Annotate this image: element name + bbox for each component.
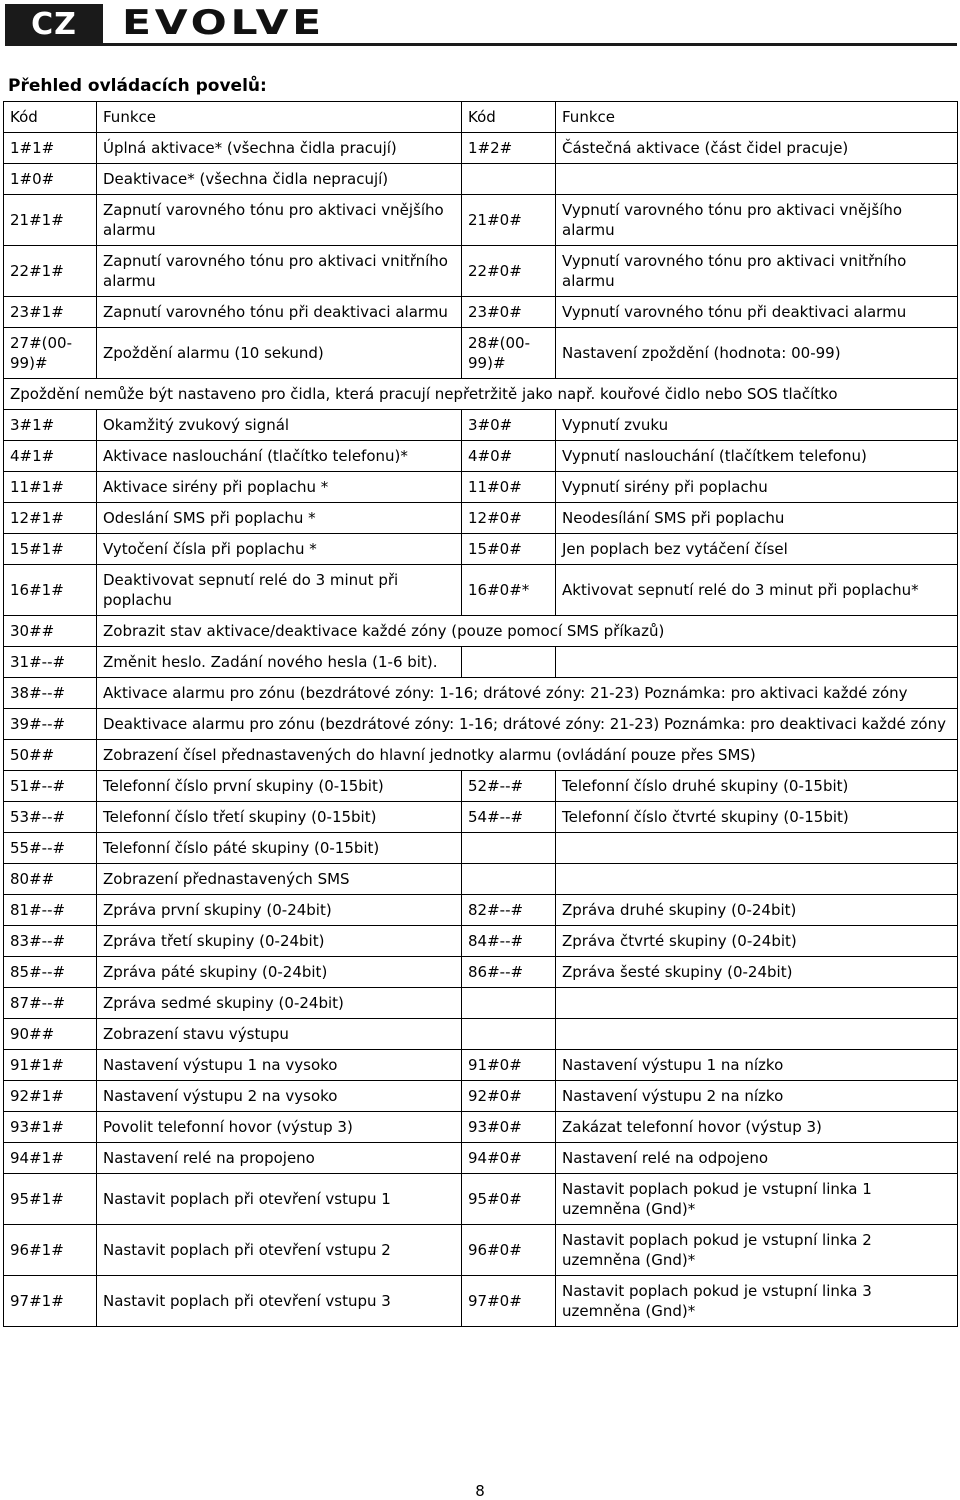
code-cell: 54#--#: [462, 802, 556, 833]
table-header-row: [4, 102, 958, 133]
code-cell: 94#1#: [4, 1143, 97, 1174]
function-cell: Nastavení relé na propojeno: [97, 1143, 462, 1174]
function-cell: Nastavení výstupu 1 na nízko: [556, 1050, 958, 1081]
function-cell: [556, 833, 958, 864]
code-cell: 91#0#: [462, 1050, 556, 1081]
code-cell: 97#1#: [4, 1276, 97, 1327]
function-cell: Zpoždění alarmu (10 sekund): [97, 328, 462, 379]
function-cell: Jen poplach bez vytáčení čísel: [556, 534, 958, 565]
code-cell: 82#--#: [462, 895, 556, 926]
code-cell: 15#1#: [4, 534, 97, 565]
code-cell: 22#1#: [4, 246, 97, 297]
header-code: Kód: [462, 102, 556, 133]
table-row: [4, 926, 958, 957]
function-cell: Nastavit poplach pokud je vstupní linka 2 uzemněna (Gnd)*: [556, 1225, 958, 1276]
function-cell: Nastavení výstupu 2 na vysoko: [97, 1081, 462, 1112]
function-cell: Telefonní číslo páté skupiny (0-15bit): [97, 833, 462, 864]
language-badge: CZ: [5, 4, 103, 46]
page-number: 8: [475, 1482, 485, 1500]
section-title: Přehled ovládacích povelů:: [8, 76, 267, 96]
code-cell: 31#--#: [4, 647, 97, 678]
function-cell: Nastavení relé na odpojeno: [556, 1143, 958, 1174]
function-cell: Nastavení výstupu 1 na vysoko: [97, 1050, 462, 1081]
function-cell: Změnit heslo. Zadání nového hesla (1-6 bit).: [97, 647, 462, 678]
note-cell: Zpoždění nemůže být nastaveno pro čidla, která pracují nepřetržitě jako např. kouřové čidlo nebo SOS tlačítko: [4, 379, 958, 410]
function-cell: Aktivovat sepnutí relé do 3 minut při poplachu*: [556, 565, 958, 616]
code-cell: 11#0#: [462, 472, 556, 503]
table-row: [4, 1174, 958, 1225]
table-row: [4, 1276, 958, 1327]
function-cell: Vypnutí zvuku: [556, 410, 958, 441]
table-row: [4, 1050, 958, 1081]
code-cell: 28#(00-99)#: [462, 328, 556, 379]
function-cell: Vypnutí varovného tónu pro aktivaci vnitřního alarmu: [556, 246, 958, 297]
function-cell: Deaktivovat sepnutí relé do 3 minut při poplachu: [97, 565, 462, 616]
table-row: [4, 988, 958, 1019]
function-cell: Nastavit poplach při otevření vstupu 1: [97, 1174, 462, 1225]
function-cell: Úplná aktivace* (všechna čidla pracují): [97, 133, 462, 164]
command-table: [3, 101, 958, 1327]
code-cell: 51#--#: [4, 771, 97, 802]
code-cell: 95#1#: [4, 1174, 97, 1225]
header-code: Kód: [4, 102, 97, 133]
function-cell: [556, 988, 958, 1019]
table-row: [4, 441, 958, 472]
function-cell: Telefonní číslo třetí skupiny (0-15bit): [97, 802, 462, 833]
code-cell: [462, 1019, 556, 1050]
command-table-body: [4, 102, 958, 1327]
table-row: [4, 771, 958, 802]
function-cell: Aktivace naslouchání (tlačítko telefonu)*: [97, 441, 462, 472]
function-cell: Zpráva šesté skupiny (0-24bit): [556, 957, 958, 988]
function-cell: Zpráva druhé skupiny (0-24bit): [556, 895, 958, 926]
code-cell: 11#1#: [4, 472, 97, 503]
function-cell: Okamžitý zvukový signál: [97, 410, 462, 441]
code-cell: 94#0#: [462, 1143, 556, 1174]
code-cell: 4#1#: [4, 441, 97, 472]
function-cell: Zapnutí varovného tónu pro aktivaci vnitřního alarmu: [97, 246, 462, 297]
header-function: Funkce: [556, 102, 958, 133]
function-cell: Zobrazení stavu výstupu: [97, 1019, 462, 1050]
function-cell: Zobrazení přednastavených SMS: [97, 864, 462, 895]
table-row: [4, 895, 958, 926]
code-cell: 1#0#: [4, 164, 97, 195]
function-cell: Vypnutí sirény při poplachu: [556, 472, 958, 503]
code-cell: 52#--#: [462, 771, 556, 802]
code-cell: 83#--#: [4, 926, 97, 957]
code-cell: 90##: [4, 1019, 97, 1050]
function-cell: Odeslání SMS při poplachu *: [97, 503, 462, 534]
table-row: [4, 472, 958, 503]
code-cell: 39#--#: [4, 709, 97, 740]
code-cell: 81#--#: [4, 895, 97, 926]
function-cell: Nastavení zpoždění (hodnota: 00-99): [556, 328, 958, 379]
function-cell: Deaktivace* (všechna čidla nepracují): [97, 164, 462, 195]
function-cell: Zpráva páté skupiny (0-24bit): [97, 957, 462, 988]
function-cell: Zobrazit stav aktivace/deaktivace každé zóny (pouze pomocí SMS příkazů): [97, 616, 958, 647]
code-cell: 12#0#: [462, 503, 556, 534]
table-row: [4, 1112, 958, 1143]
code-cell: 53#--#: [4, 802, 97, 833]
function-cell: Zpráva sedmé skupiny (0-24bit): [97, 988, 462, 1019]
code-cell: 23#0#: [462, 297, 556, 328]
code-cell: 84#--#: [462, 926, 556, 957]
table-row: [4, 195, 958, 246]
function-cell: Zakázat telefonní hovor (výstup 3): [556, 1112, 958, 1143]
code-cell: 21#0#: [462, 195, 556, 246]
table-row: [4, 1143, 958, 1174]
table-row: [4, 709, 958, 740]
code-cell: 95#0#: [462, 1174, 556, 1225]
function-cell: Vypnutí naslouchání (tlačítkem telefonu): [556, 441, 958, 472]
code-cell: 97#0#: [462, 1276, 556, 1327]
code-cell: 15#0#: [462, 534, 556, 565]
function-cell: Aktivace sirény při poplachu *: [97, 472, 462, 503]
function-cell: Nastavit poplach pokud je vstupní linka 1 uzemněna (Gnd)*: [556, 1174, 958, 1225]
code-cell: [462, 164, 556, 195]
code-cell: 93#1#: [4, 1112, 97, 1143]
table-row: [4, 534, 958, 565]
code-cell: 38#--#: [4, 678, 97, 709]
function-cell: Zpráva čtvrté skupiny (0-24bit): [556, 926, 958, 957]
function-cell: Nastavit poplach pokud je vstupní linka 3 uzemněna (Gnd)*: [556, 1276, 958, 1327]
function-cell: Zobrazení čísel přednastavených do hlavní jednotky alarmu (ovládání pouze přes SMS): [97, 740, 958, 771]
code-cell: 27#(00-99)#: [4, 328, 97, 379]
header-function: Funkce: [97, 102, 462, 133]
table-row: [4, 297, 958, 328]
function-cell: Deaktivace alarmu pro zónu (bezdrátové zóny: 1-16; drátové zóny: 21-23) Poznámka: pro deaktivaci každé zóny: [97, 709, 958, 740]
code-cell: 23#1#: [4, 297, 97, 328]
function-cell: Nastavit poplach při otevření vstupu 2: [97, 1225, 462, 1276]
table-row: [4, 678, 958, 709]
function-cell: Zapnutí varovného tónu pro aktivaci vnějšího alarmu: [97, 195, 462, 246]
code-cell: 93#0#: [462, 1112, 556, 1143]
function-cell: Zpráva třetí skupiny (0-24bit): [97, 926, 462, 957]
table-row: [4, 379, 958, 410]
code-cell: [462, 833, 556, 864]
code-cell: 3#1#: [4, 410, 97, 441]
code-cell: [462, 988, 556, 1019]
code-cell: 87#--#: [4, 988, 97, 1019]
code-cell: [462, 864, 556, 895]
function-cell: [556, 164, 958, 195]
code-cell: 55#--#: [4, 833, 97, 864]
code-cell: 22#0#: [462, 246, 556, 297]
table-row: [4, 864, 958, 895]
code-cell: [462, 647, 556, 678]
table-row: [4, 1225, 958, 1276]
table-row: [4, 565, 958, 616]
page-header: [5, 4, 957, 46]
function-cell: [556, 647, 958, 678]
table-row: [4, 647, 958, 678]
function-cell: Povolit telefonní hovor (výstup 3): [97, 1112, 462, 1143]
code-cell: 1#1#: [4, 133, 97, 164]
code-cell: 92#1#: [4, 1081, 97, 1112]
code-cell: 16#1#: [4, 565, 97, 616]
table-row: [4, 503, 958, 534]
function-cell: [556, 1019, 958, 1050]
table-row: [4, 246, 958, 297]
function-cell: Nastavení výstupu 2 na nízko: [556, 1081, 958, 1112]
table-row: [4, 133, 958, 164]
function-cell: Vypnutí varovného tónu pro aktivaci vnějšího alarmu: [556, 195, 958, 246]
table-row: [4, 1081, 958, 1112]
code-cell: 4#0#: [462, 441, 556, 472]
code-cell: 1#2#: [462, 133, 556, 164]
function-cell: Telefonní číslo druhé skupiny (0-15bit): [556, 771, 958, 802]
code-cell: 30##: [4, 616, 97, 647]
table-row: [4, 328, 958, 379]
code-cell: 86#--#: [462, 957, 556, 988]
table-row: [4, 957, 958, 988]
code-cell: 85#--#: [4, 957, 97, 988]
table-row: [4, 616, 958, 647]
code-cell: 96#0#: [462, 1225, 556, 1276]
table-row: [4, 802, 958, 833]
code-cell: 16#0#*: [462, 565, 556, 616]
function-cell: Telefonní číslo první skupiny (0-15bit): [97, 771, 462, 802]
function-cell: [556, 864, 958, 895]
brand-logo: EVOLVE: [122, 3, 325, 43]
code-cell: 91#1#: [4, 1050, 97, 1081]
function-cell: Nastavit poplach při otevření vstupu 3: [97, 1276, 462, 1327]
code-cell: 96#1#: [4, 1225, 97, 1276]
code-cell: 21#1#: [4, 195, 97, 246]
function-cell: Aktivace alarmu pro zónu (bezdrátové zóny: 1-16; drátové zóny: 21-23) Poznámka: pro aktivaci každé zóny: [97, 678, 958, 709]
code-cell: 3#0#: [462, 410, 556, 441]
code-cell: 50##: [4, 740, 97, 771]
table-row: [4, 833, 958, 864]
table-row: [4, 1019, 958, 1050]
function-cell: Neodesílání SMS při poplachu: [556, 503, 958, 534]
function-cell: Částečná aktivace (část čidel pracuje): [556, 133, 958, 164]
table-row: [4, 740, 958, 771]
code-cell: 12#1#: [4, 503, 97, 534]
function-cell: Vytočení čísla při poplachu *: [97, 534, 462, 565]
code-cell: 80##: [4, 864, 97, 895]
function-cell: Telefonní číslo čtvrté skupiny (0-15bit): [556, 802, 958, 833]
table-row: [4, 410, 958, 441]
table-row: [4, 164, 958, 195]
function-cell: Vypnutí varovného tónu při deaktivaci alarmu: [556, 297, 958, 328]
code-cell: 92#0#: [462, 1081, 556, 1112]
function-cell: Zpráva první skupiny (0-24bit): [97, 895, 462, 926]
function-cell: Zapnutí varovného tónu při deaktivaci alarmu: [97, 297, 462, 328]
